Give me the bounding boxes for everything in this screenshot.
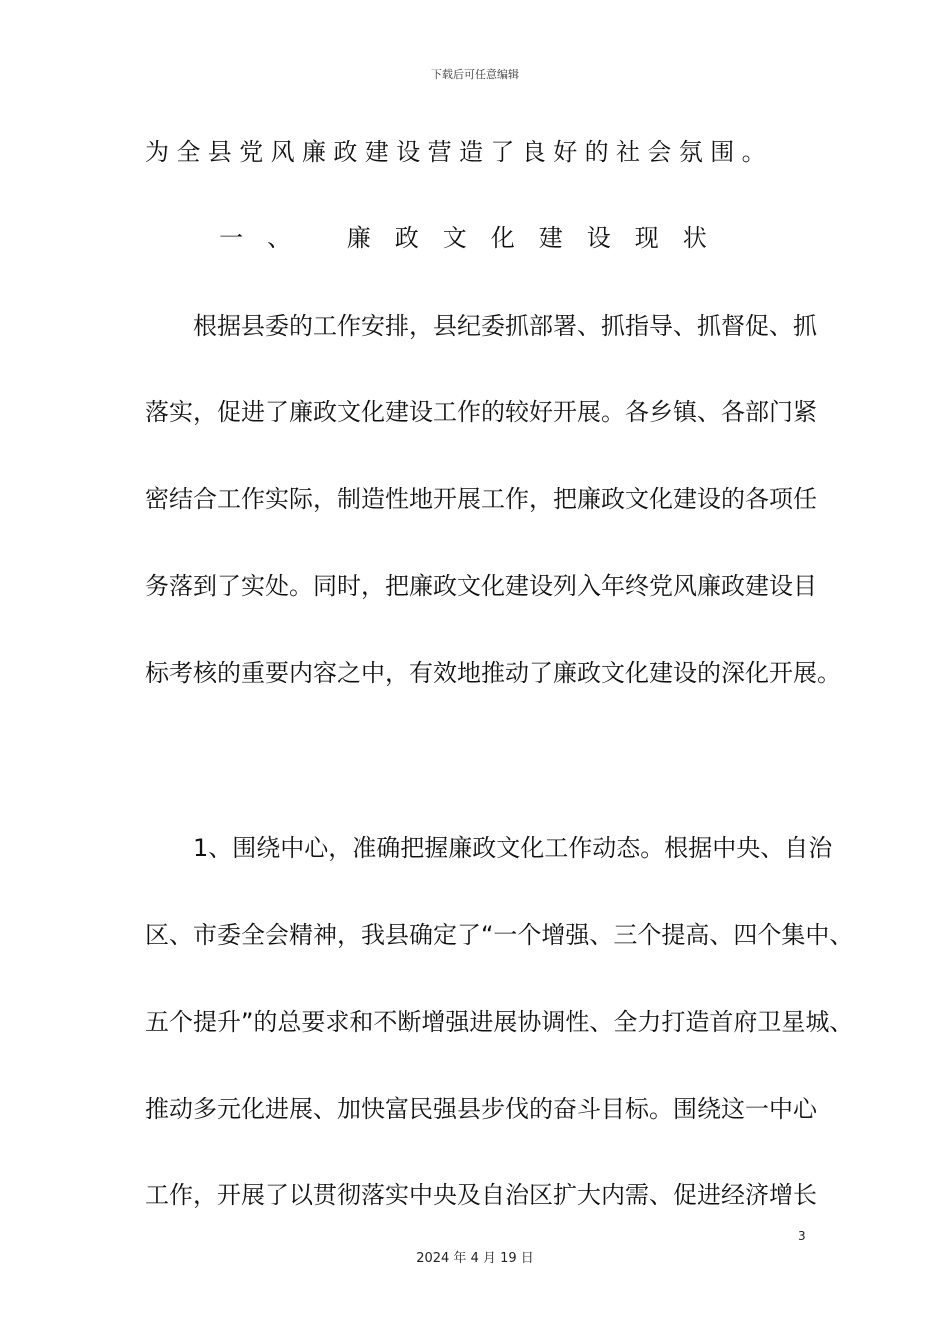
paragraph2-line: 工作，开展了以贯彻落实中央及自治区扩大内需、促进经济增长 <box>145 1181 817 1209</box>
paragraph2-line: 五个提升”的总要求和不断增强进展协调性、全力打造首府卫星城、 <box>145 1008 854 1036</box>
footer-date: 2024 年 4 月 19 日 <box>416 1251 534 1266</box>
paragraph1-line: 密结合工作实际，制造性地开展工作，把廉政文化建设的各项任 <box>145 485 817 513</box>
section-heading: 一、 廉政文化建设现状 <box>219 224 731 252</box>
paragraph1-line: 根据县委的工作安排，县纪委抓部署、抓指导、抓督促、抓 <box>193 312 817 340</box>
paragraph1-line: 标考核的重要内容之中，有效地推动了廉政文化建设的深化开展。 <box>145 659 841 687</box>
header-note: 下载后可任意编辑 <box>431 68 519 81</box>
paragraph1-line: 务落到了实处。同时，把廉政文化建设列入年终党风廉政建设目 <box>145 572 817 600</box>
page-number: 3 <box>798 1229 806 1243</box>
paragraph2-line: 区、市委全会精神，我县确定了“一个增强、三个提高、四个集中、 <box>145 921 854 949</box>
paragraph1-line: 落实，促进了廉政文化建设工作的较好开展。各乡镇、各部门紧 <box>145 398 817 426</box>
paragraph2-line: 推动多元化进展、加快富民强县步伐的奋斗目标。围绕这一中心 <box>145 1095 817 1123</box>
paragraph2-line: 1、围绕中心，准确把握廉政文化工作动态。根据中央、自治 <box>193 834 833 862</box>
continuation-line: 为全县党风廉政建设营造了良好的社会氛围。 <box>145 138 773 166</box>
